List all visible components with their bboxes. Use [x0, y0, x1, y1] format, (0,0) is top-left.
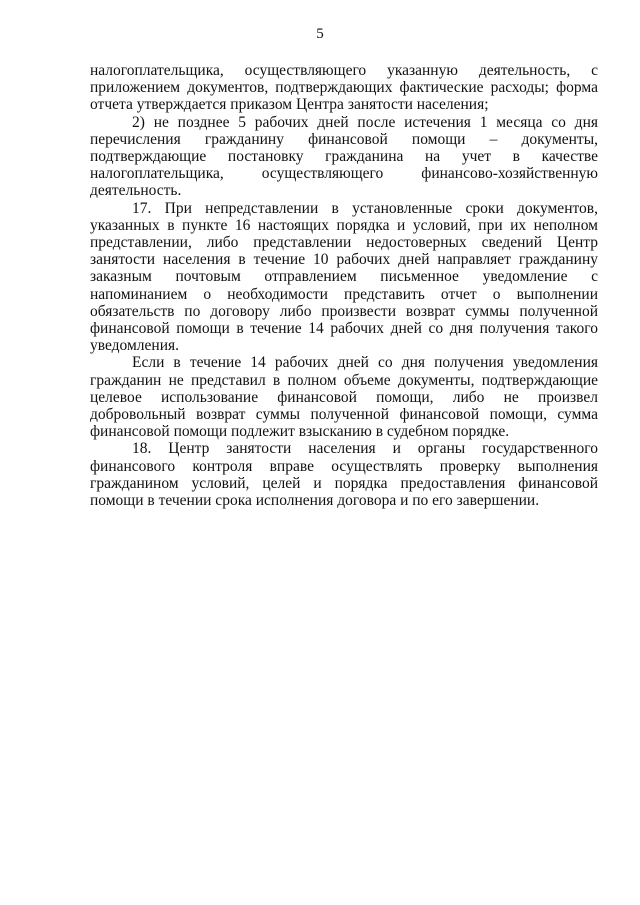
- page-number: 5: [316, 26, 324, 42]
- paragraph-clause-18: 18. Центр занятости населения и органы государственного финансового контроля вправе осуществлять проверку выполнения гражданином условий, целей и порядка предоставления финансовой помощи в течении срока исполнения договора и по его завершении.: [90, 440, 598, 510]
- paragraph-clause-17-continued: Если в течение 14 рабочих дней со дня получения уведомления гражданин не представил в полном объеме документы, подтверждающие целевое использование финансовой помощи, либо не произвел добровольный возврат суммы полученной финансовой помощи, сумма финансовой помощи подлежит взысканию в судебном порядке.: [90, 354, 598, 441]
- document-body: [90, 62, 598, 509]
- paragraph-clause-17: 17. При непредставлении в установленные сроки документов, указанных в пункте 16 настоящих порядка и условий, при их неполном представлении, либо представлении недостоверных сведений Центр занятости населения в течение 10 рабочих дней направляет гражданину заказным почтовым отправлением письменное уведомление с напоминанием о необходимости представить отчет о выполнении обязательств по договору либо произвести возврат суммы полученной финансовой помощи в течение 14 рабочих дней со дня получения такого уведомления.: [90, 199, 598, 355]
- paragraph-item-2: 2) не позднее 5 рабочих дней после истечения 1 месяца со дня перечисления гражданину финансовой помощи – документы, подтверждающие постановку гражданина на учет в качестве налогоплательщика, осуществляющего финансово-хозяйственную деятельность.: [90, 113, 598, 200]
- paragraph-continuation: налогоплательщика, осуществляющего указанную деятельность, с приложением документов, подтверждающих фактические расходы; форма отчета утверждается приказом Центра занятости населения;: [90, 62, 598, 114]
